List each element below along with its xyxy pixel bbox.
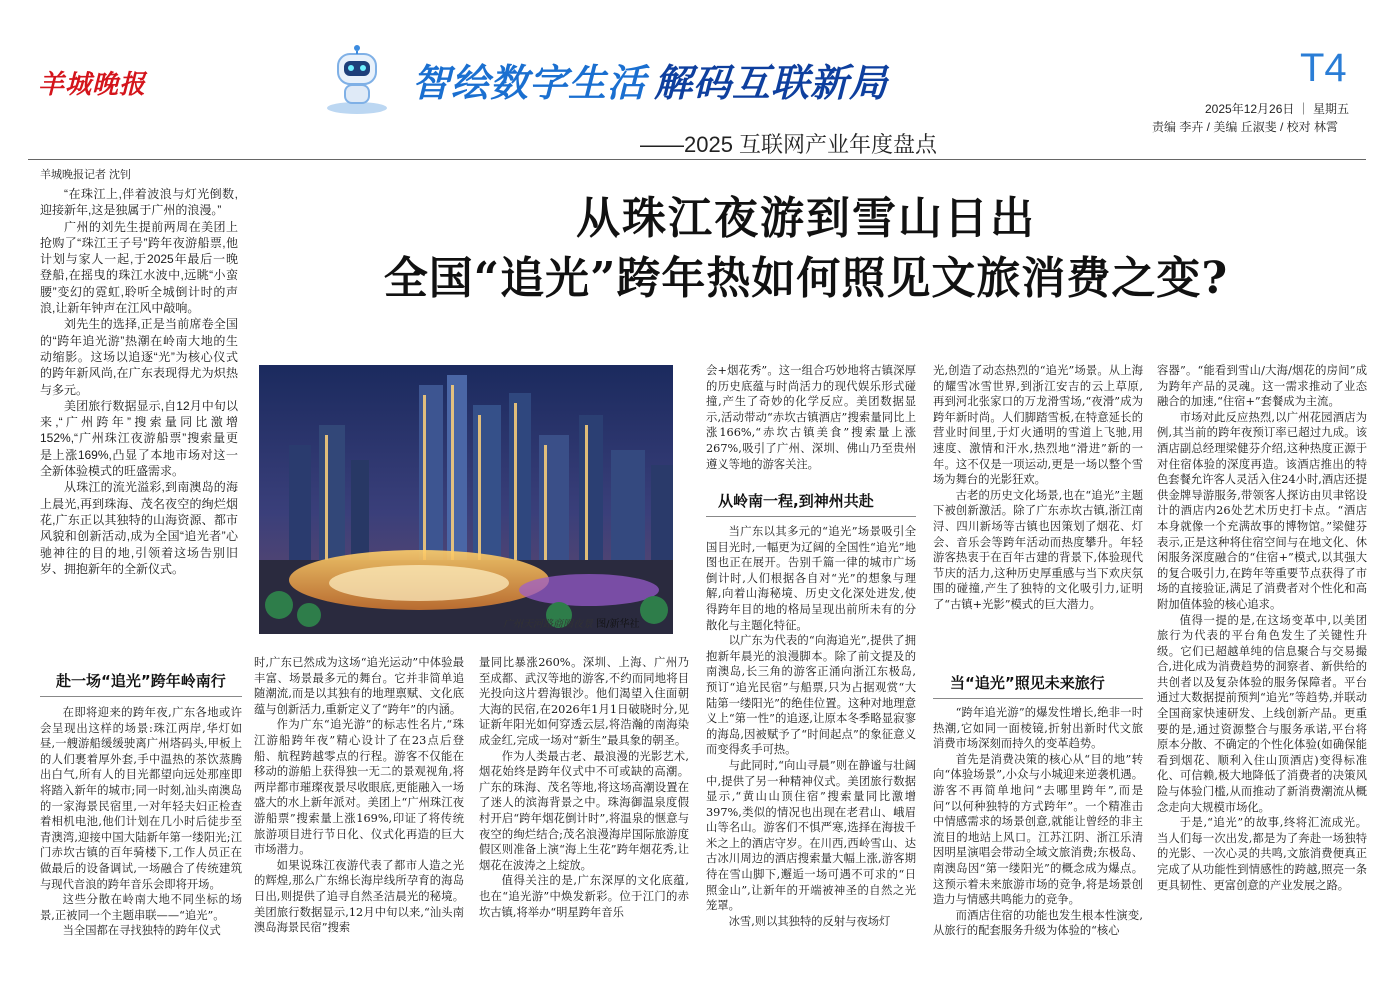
intro-paragraph: 广州的刘先生提前两周在美团上抢购了“珠江王子号”跨年夜游船票,他计划与家人一起,于2025年最后一晚登船,在摇曳的珠江水波中,远眺“小蛮腰”变幻的霓虹,聆听全城倒计时的声浪,让新年钟声在江风中敲响。 [40,219,238,316]
paragraph: 作为广东“追光游”的标志性名片,“珠江游船跨年夜”精心设计了在23点后登船、航程跨越零点的行程。游客不仅能在移动的游船上获得独一无二的景观视角,将两岸都市璀璨夜景尽收眼底,更能融入一场盛大的水上新年派对。美团上“广州珠江夜游船票”搜索量上涨169%,印证了将传统旅游项目进行节日化、仪式化再造的巨大市场潜力。 [254,718,464,857]
paragraph: 在即将迎来的跨年夜,广东各地或许会呈现出这样的场景:珠江两岸,华灯如昼,一艘游船缓缓驶离广州塔码头,甲板上的人们裹着厚外套,手中温热的茶饮蒸腾出白气,所有人的目光都望向远处那座即将踏入新年的城市;同一时刻,汕头南澳岛的一家海景民宿里,一对年轻夫妇正检查着相机电池,他们计划在几小时后徒步至青澳湾,迎接中国大陆新年第一缕阳光;江门赤坎古镇的百年骑楼下,工作人员正在做最后的设备调试,一场融合了传统建筑与现代音浪的跨年音乐会即将开场。 [40,706,242,891]
newspaper-logo: 羊城晚报 [38,70,147,100]
headline-line-1: 从珠江夜游到雪山日出 [576,193,1036,244]
paragraph: 而酒店住宿的功能也发生根本性演变,从旅行的配套服务升级为体验的“核心 [933,908,1143,938]
paragraph: 古老的历史文化场景,也在“追光”主题下被创新激活。除了广东赤坎古镇,浙江南浔、四川新场等古镇也因策划了烟花、灯会、音乐会等跨年活动而热度攀升。年轻游客热衷于在百年古建的背景下,体验现代节庆的活力,这种历史厚重感与当下欢庆氛围的碰撞,产生了独特的文化吸引力,证明了“古镇+光影”模式的巨大潜力。 [933,488,1143,611]
paragraph: 值得关注的是,广东深厚的文化底蕴,也在“追光游”中焕发新彩。位于江门的赤坎古镇,将举办“明星跨年音乐 [479,874,689,919]
paragraph: 市场对此反应热烈,以广州花园酒店为例,其当前的跨年夜预订率已超过九成。该酒店副总经理梁健芬介绍,这种热度正源于对住宿体验的深度再造。该酒店推出的特色套餐允许客人灵活入住24小时,酒店还提供金牌导游服务,带领客人探访由贝聿铭设计的酒店内26处艺术历史打卡点。“酒店本身就像一个充满故事的博物馆。”梁健芬表示,正是这种将住宿空间与在地文化、休闲服务深度融合的“住宿+”模式,以其强大的复合吸引力,在跨年等重要节点获得了市场的直接验证,满足了消费者对个性化和高附加值体验的核心追求。 [1157,410,1367,611]
banner-part-1: 智绘数字生活 [412,61,647,105]
section-underline [706,516,916,517]
city-night-photo [259,365,673,634]
article-column-4-top [706,363,916,483]
section-banner-title [412,52,888,107]
masthead-divider [28,159,1366,160]
issue-date: 2025年12月26日 ｜ 星期五 [1205,102,1350,116]
article-column-3 [479,655,689,995]
section-underline [933,698,1143,699]
article-column-5-top [933,363,1143,663]
paragraph: 当全国都在寻找独特的跨年仪式 [62,924,221,938]
robot-mascot-icon [318,38,396,116]
paragraph: 如果说珠江夜游代表了都市人造之光的辉煌,那么广东绵长海岸线所孕育的海岛日出,则提供了追寻自然圣洁晨光的秘境。美团旅行数据显示,12月中旬以来,“汕头南澳岛海景民宿”搜索 [254,858,464,935]
main-headline [252,190,1360,310]
intro-paragraph: 美团旅行数据显示,自12月中旬以来,“广州跨年”搜索量同比激增152%,“广州珠江夜游船票”搜索量更是上涨169%,凸显了本地市场对这一全新体验模式的旺盛需求。 [40,398,238,479]
headline-line-2: 全国“追光”跨年热如何照见文旅消费之变? [383,253,1229,304]
paragraph: 当广东以其多元的“追光”场景吸引全国目光时,一幅更为辽阔的全国性“追光”地图也正在展开。告别千篇一律的城市广场倒计时,人们根据各自对“光”的想象与理解,向着山海秘境、历史文化深处进发,使得跨年目的地的格局呈现出前所未有的分散化与主题化特征。 [706,525,916,632]
intro-paragraph: 刘先生的选择,正是当前席卷全国的“跨年追光游”热潮在岭南大地的生动缩影。这场以追逐“光”为核心仪式的跨年新风尚,在广东表现得尤为炽热与多元。 [40,317,238,397]
intro-paragraph: “在珠江上,伴着波浪与灯光倒数,迎接新年,这是独属于广州的浪漫。” [40,187,238,218]
photo-caption [503,615,640,630]
section-subtitle: ——2025 互联网产业年度盘点 [640,132,938,157]
paragraph: 首先是消费决策的核心从“目的地”转向“体验场景”,小众与小城迎来逆袭机遇。游客不再简单地问“去哪里跨年”,而是问“以何种独特的方式跨年”。一个精准击中情感需求的场景创意,就能让曾经的非主流目的地站上风口。江苏江阴、浙江乐清因明星演唱会带动全域文旅消费;东极岛、南澳岛因“第一缕阳光”的概念成为爆点。这预示着未来旅游市场的竞争,将是场景创造力与情感共鸣能力的竞争。 [933,752,1143,907]
paragraph: 作为人类最古老、最浪漫的光影艺术,烟花始终是跨年仪式中不可或缺的高潮。广东的珠海、茂名等地,将这场高潮设置在了迷人的滨海背景之中。珠海御温泉度假村开启“跨年烟花倒计时”,将温泉的惬意与夜空的绚烂结合;茂名浪漫海岸国际旅游度假区则准备上演“海上生花”跨年烟花秀,让烟花在波涛之上绽放。 [479,749,689,872]
photo-caption-place: 广州天河路商圈夜景 [503,619,593,630]
paragraph: 光,创造了动态热烈的“追光”场景。从上海的耀雪冰雪世界,到浙江安吉的云上草原,再到河北张家口的万龙滑雪场,“夜滑”成为跨年新时尚。人们脚踏雪板,在特意延长的营业时间里,于灯火通明的雪道上飞驰,用速度、激情和汗水,热烈地“滑进”新的一年。这不仅是一项运动,更是一场以整个雪场为舞台的光影狂欢。 [933,364,1143,487]
paragraph: 以广东为代表的“向海追光”,提供了拥抱新年晨光的浪漫脚本。除了前文提及的南澳岛,长三角的游客正涌向浙江东极岛,预订“追光民宿”与船票,只为占据观赏“大陆第一缕阳光”的绝佳位置。这种对地理意义上“第一性”的追逐,让原本冬季略显寂寥的海岛,因被赋予了“时间起点”的象征意义而变得炙手可热。 [706,634,916,757]
paragraph: 会+烟花秀”。这一组合巧妙地将古镇深厚的历史底蕴与时尚活力的现代娱乐形式碰撞,产生了奇妙的化学反应。美团数据显示,活动带动“赤坎古镇酒店”搜索量同比上涨166%,“赤坎古镇美食”搜索量上涨267%,吸引了广州、深圳、佛山乃至贵州遵义等地的游客关注。 [706,364,916,471]
editor-credits: 责编 李卉 / 美编 丘淑斐 / 校对 林霄 [1152,120,1339,134]
intro-column [40,186,238,577]
paragraph: 量同比暴涨260%。深圳、上海、广州乃至成都、武汉等地的游客,不约而同地将目光投向这片碧海银沙。他们渴望入住面朝大海的民宿,在2026年1月1日破晓时分,见证新年阳光如何穿透云层,将浩瀚的南海染成金红,完成一场对“新生”最具象的朝圣。 [479,656,689,747]
paragraph: 时,广东已然成为这场“追光运动”中体验最丰富、场景最多元的舞台。它并非简单追随潮流,而是以其独有的地理禀赋、文化底蕴与创新活力,重新定义了“跨年”的内涵。 [254,656,464,716]
article-column-5 [933,705,1143,995]
paragraph: 容器”。“能看到雪山/大海/烟花的房间”成为跨年产品的灵魂。这一需求推动了业态融合的加速,“住宿+”套餐成为主流。 [1157,364,1367,409]
section-heading: 赴一场“追光”跨年岭南行 [56,672,226,690]
banner-part-2: 解码互联新局 [654,61,889,105]
paragraph: 于是,“追光”的故事,终将汇流成光。当人们每一次出发,都是为了奔赴一场独特的光影、一次心灵的共鸣,文旅消费便真正完成了从功能性到情感性的跨越,照亮一条更具韧性、更富创意的产业发展之路。 [1157,816,1367,892]
article-column-6 [1157,363,1367,995]
article-column-1 [40,705,242,995]
paragraph: 冰雪,则以其独特的反射与夜场灯 [728,914,891,928]
section-underline [40,696,242,697]
byline: 羊城晚报记者 沈钊 [40,169,132,181]
paragraph: 与此同时,“向山寻晨”则在静谧与壮阔中,提供了另一种精神仪式。美团旅行数据显示,“黄山山顶住宿”搜索量同比激增397%,类似的情况也出现在老君山、峨眉山等名山。游客们不惧严寒,选择在海拔千米之上的酒店守岁。在川西,西岭雪山、达古冰川周边的酒店搜索量大幅上涨,游客期待在雪山脚下,邂逅一场可遇不可求的“日照金山”,让新年的开端被神圣的自然之光笼罩。 [706,758,916,913]
section-heading: 当“追光”照见未来旅行 [950,674,1105,692]
page-number: T4 [1300,46,1347,90]
paragraph: “跨年追光游”的爆发性增长,绝非一时热潮,它如同一面棱镜,折射出新时代文旅消费市场深刻而持久的变革趋势。 [933,706,1143,751]
paragraph: 值得一提的是,在这场变革中,以美团旅行为代表的平台角色发生了关键性升级。它们已超越单纯的信息聚合与交易撮合,进化成为消费趋势的洞察者、新供给的共创者以及复杂体验的服务保障者。平台通过大数据提前预判“追光”等趋势,并联动全国商家快速研发、上线创新产品。更重要的是,通过资源整合与服务承诺,平台将原本分散、不确定的个性化体验(如确保能看到烟花、顺利入住山顶酒店)变得标准化、可信赖,极大地降低了消费者的决策风险与体验门槛,从而推动了新消费潮流从概念走向大规模市场化。 [1157,613,1367,814]
paragraph: 这些分散在岭南大地不同坐标的场景,正被同一个主题串联——“追光”。 [40,893,242,922]
intro-paragraph: 从珠江的流光溢彩,到南澳岛的海上晨光,再到珠海、茂名夜空的绚烂烟花,广东正以其独特的山海资源、都市风貌和创新活动,成为全国“追光者”心驰神往的目的地,引领着这场告别旧岁、拥抱新年的全新仪式。 [40,480,238,576]
article-column-4 [706,524,916,995]
photo-caption-credit: 图/新华社 [596,619,640,630]
section-heading: 从岭南一程,到神州共赴 [718,492,874,510]
article-column-2 [254,655,464,995]
